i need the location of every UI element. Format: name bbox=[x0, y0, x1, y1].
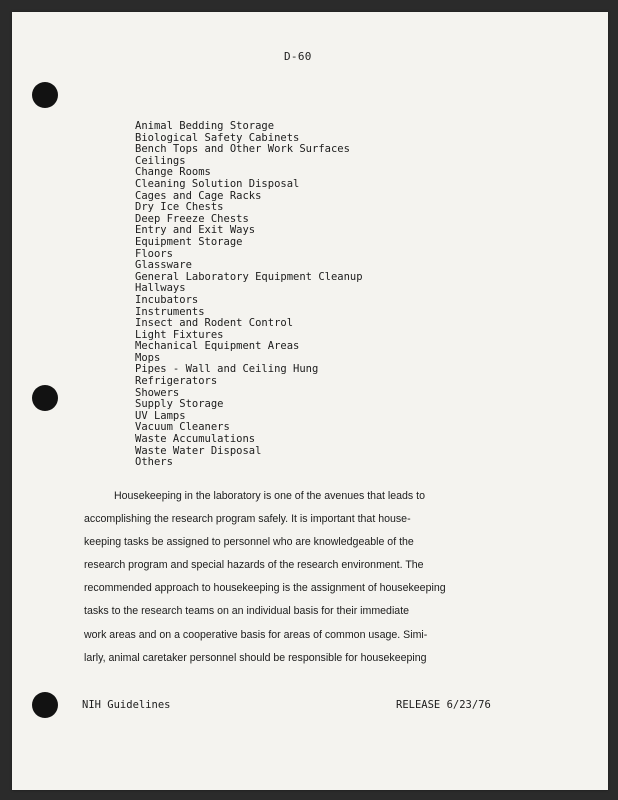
topic-list-item: Ceilings bbox=[135, 154, 186, 167]
topic-list-item: Biological Safety Cabinets bbox=[135, 131, 300, 144]
body-line: research program and special hazards of the research environment. The bbox=[84, 559, 424, 572]
topic-list-item: Supply Storage bbox=[135, 398, 224, 411]
topic-list-item: Deep Freeze Chests bbox=[135, 212, 249, 225]
topic-list-item: Vacuum Cleaners bbox=[135, 421, 230, 434]
page-number: D-60 bbox=[284, 50, 312, 63]
topic-list-item: General Laboratory Equipment Cleanup bbox=[135, 270, 363, 283]
punch-hole-top bbox=[32, 82, 58, 108]
topic-list-item: Bench Tops and Other Work Surfaces bbox=[135, 143, 350, 156]
topic-list-item: Glassware bbox=[135, 259, 192, 272]
document-page bbox=[12, 12, 608, 790]
topic-list-item: Refrigerators bbox=[135, 375, 218, 388]
topic-list-item: Change Rooms bbox=[135, 166, 211, 179]
topic-list-item: Animal Bedding Storage bbox=[135, 120, 275, 132]
topic-list-item: Mechanical Equipment Areas bbox=[135, 340, 300, 353]
topic-list-item: Waste Water Disposal bbox=[135, 444, 262, 457]
body-line: keeping tasks be assigned to personnel who are knowledgeable of the bbox=[84, 536, 414, 549]
topic-list-item: UV Lamps bbox=[135, 409, 186, 422]
punch-hole-bottom bbox=[32, 692, 58, 718]
topic-list-item: Waste Accumulations bbox=[135, 433, 256, 446]
topic-list-item: Cleaning Solution Disposal bbox=[135, 177, 300, 190]
topic-list-item: Hallways bbox=[135, 282, 186, 295]
topic-list-item: Mops bbox=[135, 351, 161, 364]
punch-hole-middle bbox=[32, 385, 58, 411]
body-line: recommended approach to housekeeping is the assignment of housekeeping bbox=[84, 582, 446, 595]
topic-list-item: Incubators bbox=[135, 293, 199, 306]
topic-list-item: Floors bbox=[135, 247, 173, 260]
topic-list-item: Instruments bbox=[135, 305, 205, 318]
topic-list-item: Entry and Exit Ways bbox=[135, 224, 256, 237]
topic-list-item: Insect and Rodent Control bbox=[135, 317, 294, 330]
topic-list-item: Light Fixtures bbox=[135, 328, 224, 341]
topic-list-item: Others bbox=[135, 456, 173, 469]
body-line: tasks to the research teams on an individual basis for their immediate bbox=[84, 605, 410, 618]
body-paragraph bbox=[84, 485, 496, 670]
topic-list-item: Equipment Storage bbox=[135, 235, 243, 248]
topic-list-item: Cages and Cage Racks bbox=[135, 189, 262, 202]
topic-list-item: Dry Ice Chests bbox=[135, 201, 224, 214]
body-line: accomplishing the research program safely. It is important that house- bbox=[84, 513, 411, 526]
topic-list-item: Showers bbox=[135, 386, 180, 399]
body-line: Housekeeping in the laboratory is one of the avenues that leads to bbox=[114, 490, 425, 502]
footer-publication: NIH Guidelines bbox=[82, 699, 171, 711]
body-line: work areas and on a cooperative basis for areas of common usage. Simi- bbox=[84, 628, 428, 641]
housekeeping-topics-list bbox=[135, 121, 363, 469]
topic-list-item: Pipes - Wall and Ceiling Hung bbox=[135, 363, 319, 376]
body-line: larly, animal caretaker personnel should be responsible for housekeeping bbox=[84, 651, 427, 664]
footer-release-date: RELEASE 6/23/76 bbox=[396, 699, 491, 711]
